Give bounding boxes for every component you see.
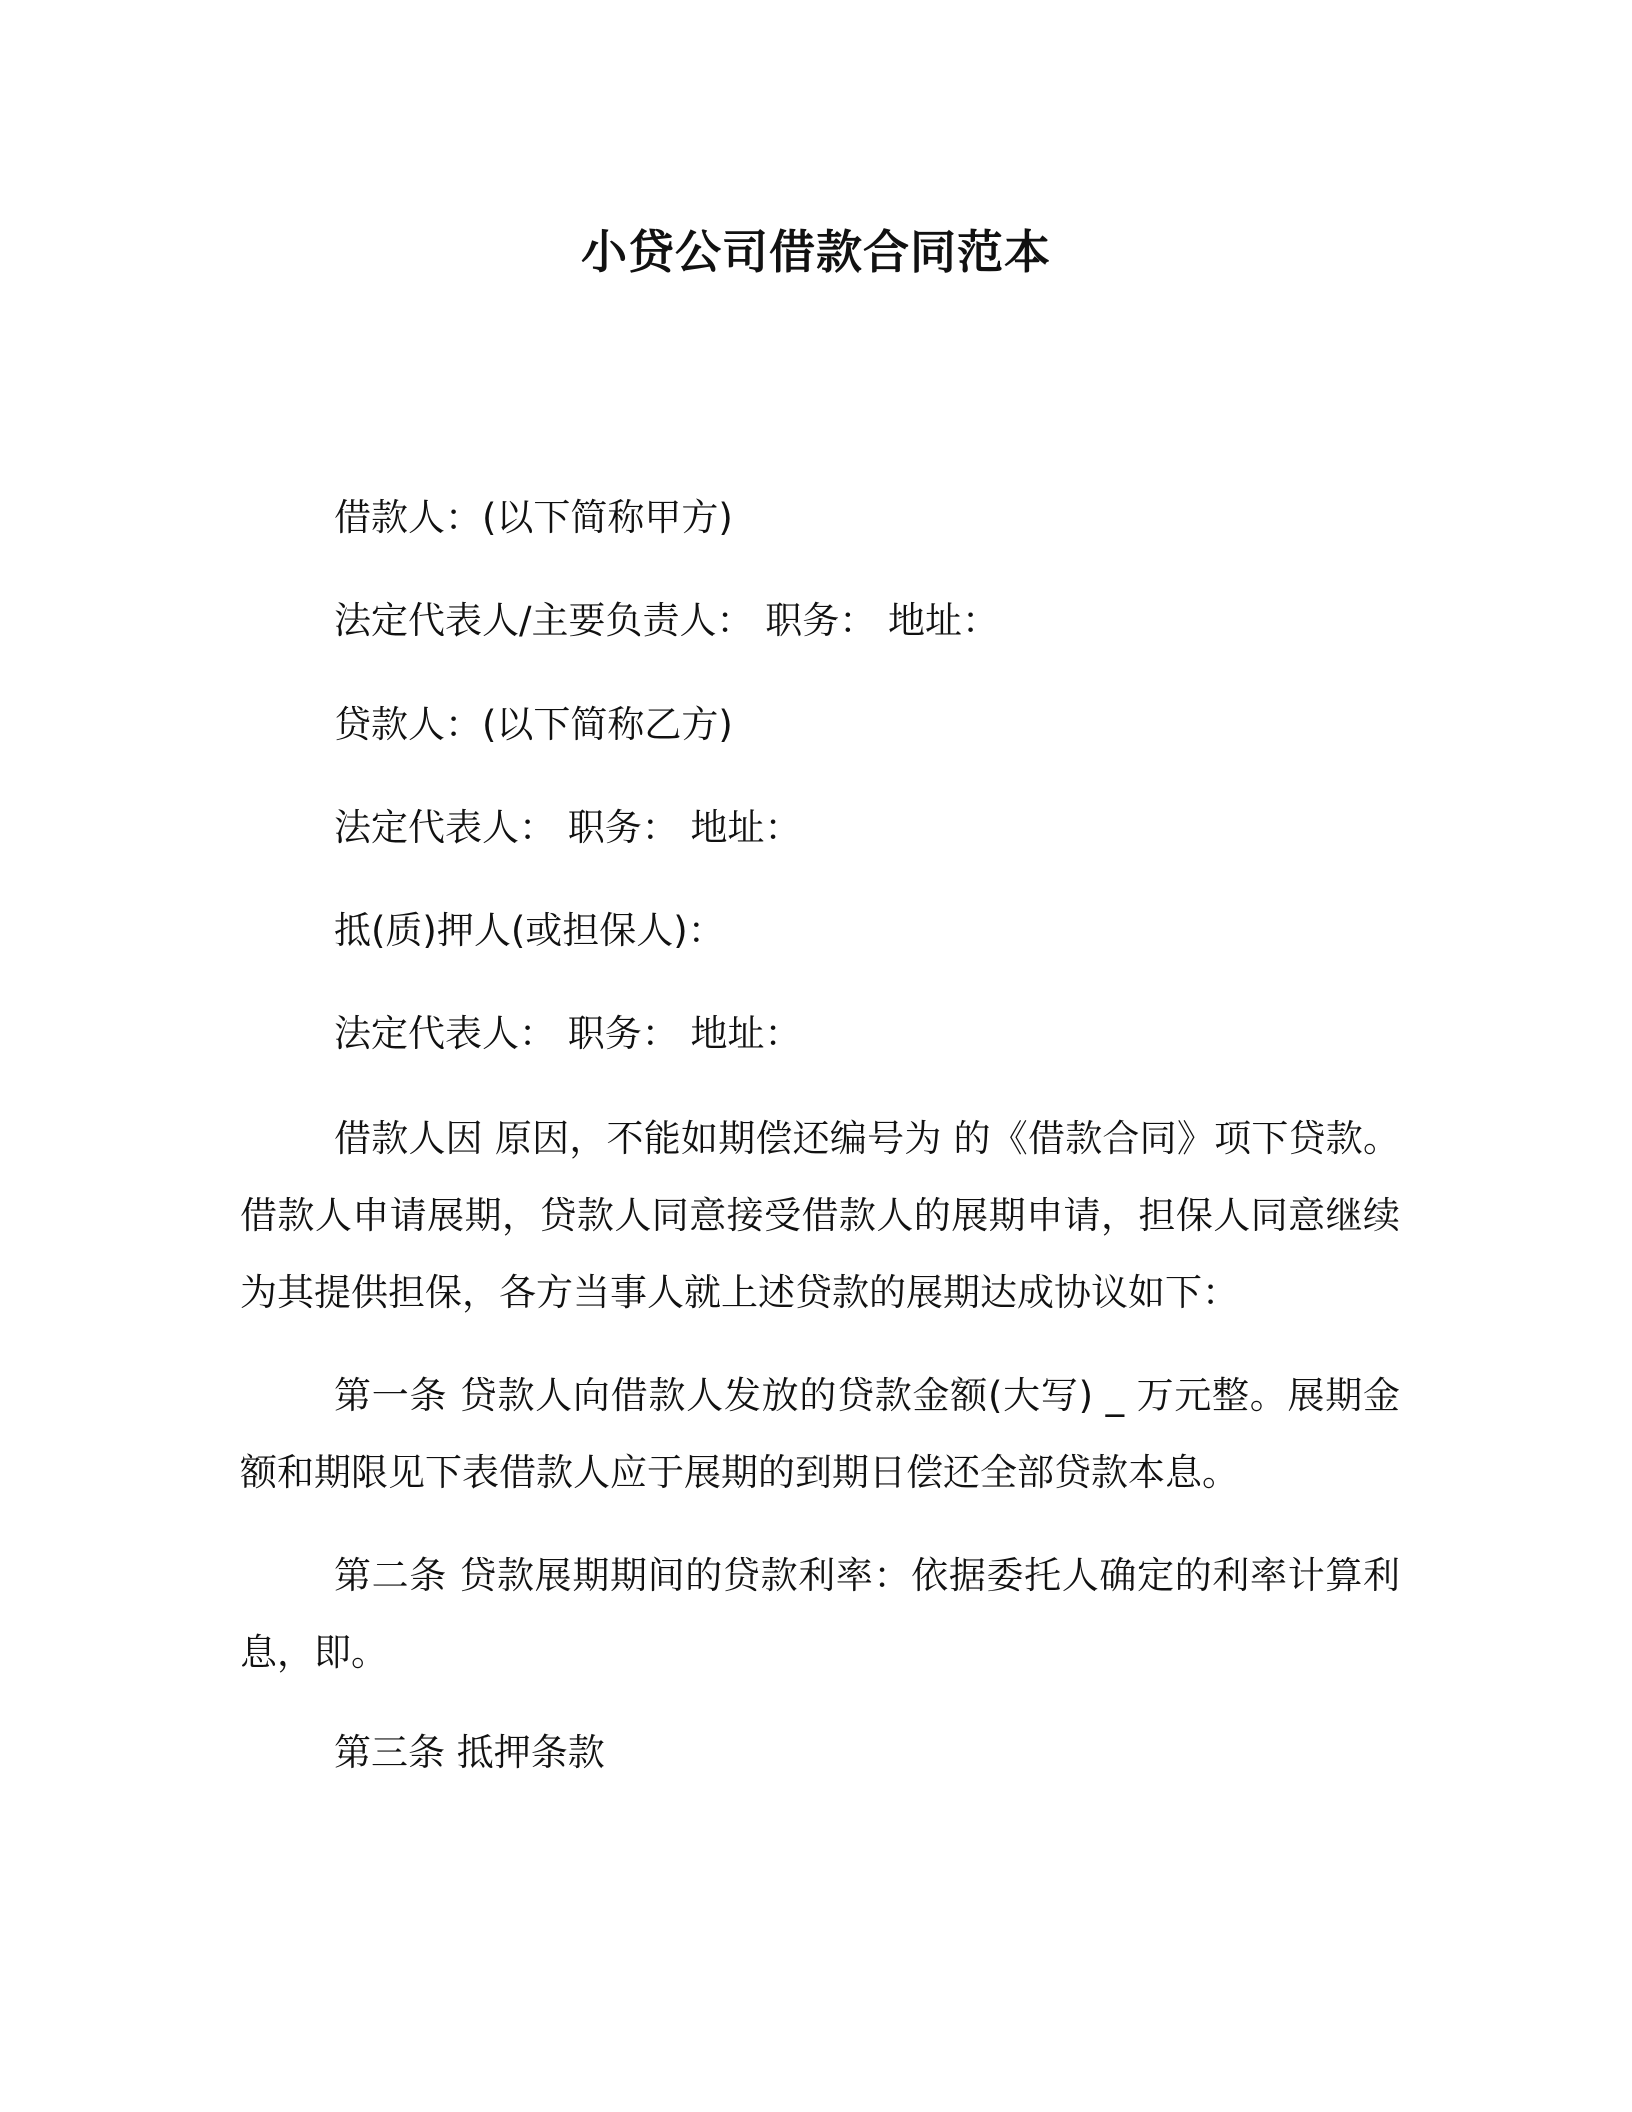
guarantor-representative-line: 法定代表人： 职务： 地址： (334, 1012, 802, 1055)
borrower-line: 借款人：(以下简称甲方) (334, 496, 733, 539)
lender-representative-line: 法定代表人： 职务： 地址： (334, 806, 802, 849)
clause-1-paragraph: 第一条 贷款人向借款人发放的贷款金额(大写) _ 万元整。展期金额和期限见下表借款人应于展期的到期日偿还全部贷款本息。 (240, 1374, 1400, 1494)
borrower-representative-line: 法定代表人/主要负责人： 职务： 地址： (334, 599, 999, 642)
preamble-paragraph: 借款人因 原因，不能如期偿还编号为 的《借款合同》项下贷款。借款人申请展期，贷款人同意接受借款人的展期申请，担保人同意继续为其提供担保，各方当事人就上述贷款的展期达成协议如下： (240, 1117, 1400, 1314)
guarantor-line: 抵(质)押人(或担保人)： (334, 909, 725, 952)
clause-3-heading: 第三条 抵押条款 (334, 1731, 605, 1774)
lender-line: 贷款人：(以下简称乙方) (334, 703, 733, 746)
clause-2-paragraph: 第二条 贷款展期期间的贷款利率：依据委托人确定的利率计算利息，即。 (240, 1554, 1400, 1674)
document-title: 小贷公司借款合同范本 (581, 225, 1051, 279)
